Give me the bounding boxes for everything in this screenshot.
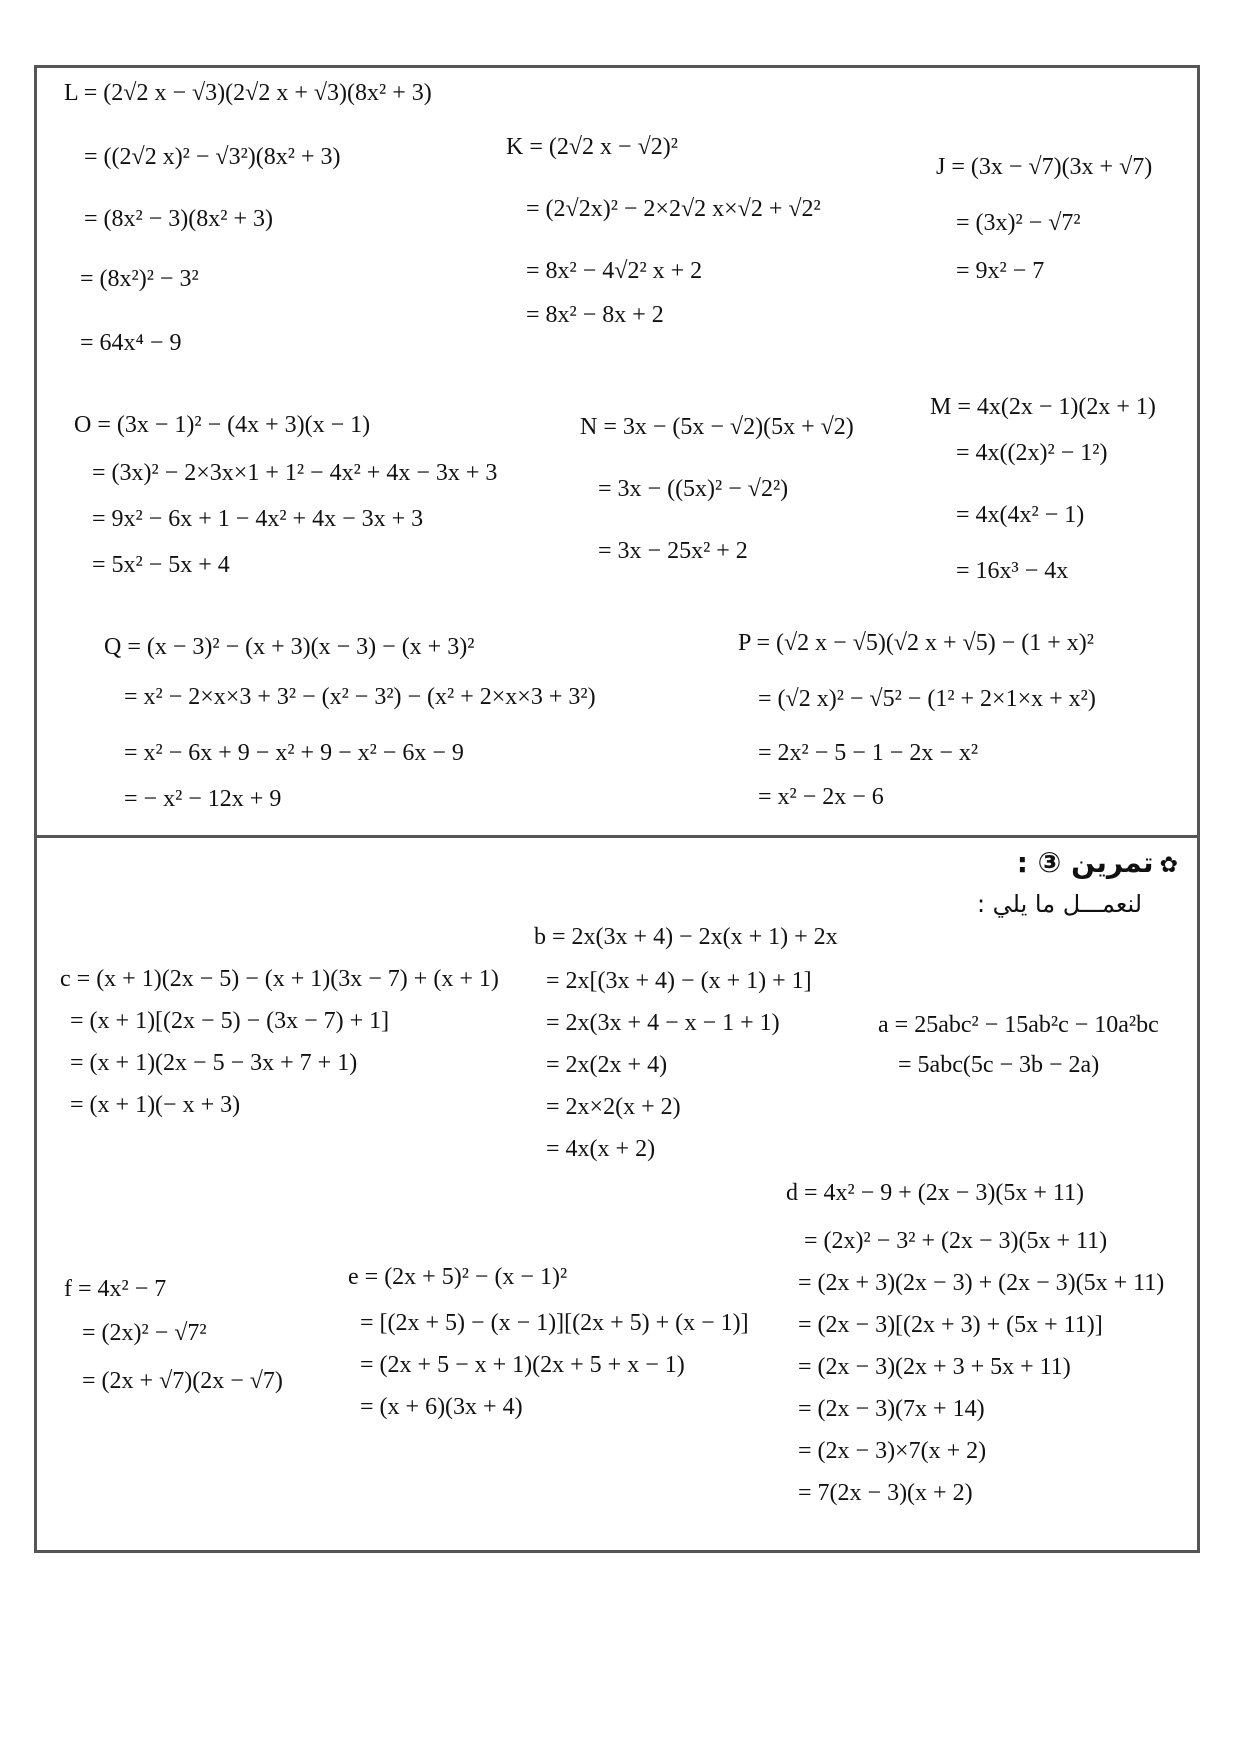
expr-line: b = 2x(3x + 4) − 2x(x + 1) + 2x	[534, 924, 838, 950]
expr-line: c = (x + 1)(2x − 5) − (x + 1)(3x − 7) + (x + 1)	[60, 966, 499, 992]
expr-line: = (2x − 3)(2x + 3 + 5x + 11)	[798, 1354, 1071, 1380]
instruction-text: لنعمـــل ما يلي :	[976, 890, 1142, 918]
expr-line: = ((2√2 x)² − √3²)(8x² + 3)	[84, 144, 341, 170]
expr-line: = 5x² − 5x + 4	[92, 552, 230, 578]
expr-line: = 9x² − 7	[956, 258, 1045, 284]
expr-line: = (x + 6)(3x + 4)	[360, 1394, 523, 1420]
expr-line: = (2x + 5 − x + 1)(2x + 5 + x − 1)	[360, 1352, 685, 1378]
expr-line: = (2x + √7)(2x − √7)	[82, 1368, 283, 1394]
expr-line: = (2√2x)² − 2×2√2 x×√2 + √2²	[526, 196, 821, 222]
expr-line: = x² − 2×x×3 + 3² − (x² − 3²) − (x² + 2×x×3 + 3²)	[124, 684, 596, 710]
expr-line: = (2x)² − √7²	[82, 1320, 207, 1346]
expr-line: = − x² − 12x + 9	[124, 786, 282, 812]
expr-line: = 9x² − 6x + 1 − 4x² + 4x − 3x + 3	[92, 506, 424, 532]
expr-line: K = (2√2 x − √2)²	[506, 134, 678, 160]
expr-line: e = (2x + 5)² − (x − 1)²	[348, 1264, 568, 1290]
expr-line: = 4x((2x)² − 1²)	[956, 440, 1108, 466]
expr-line: = 8x² − 8x + 2	[526, 302, 664, 328]
expr-line: = 3x − 25x² + 2	[598, 538, 748, 564]
expr-line: = (2x + 3)(2x − 3) + (2x − 3)(5x + 11)	[798, 1270, 1165, 1296]
section-divider	[34, 835, 1200, 838]
expr-line: = 4x(x + 2)	[546, 1136, 656, 1162]
exercise-title: تمرين ③ :	[1016, 846, 1154, 879]
expr-line: L = (2√2 x − √3)(2√2 x + √3)(8x² + 3)	[64, 80, 432, 106]
expr-line: N = 3x − (5x − √2)(5x + √2)	[580, 414, 854, 440]
expr-line: = (√2 x)² − √5² − (1² + 2×1×x + x²)	[758, 686, 1096, 712]
expr-line: = 3x − ((5x)² − √2²)	[598, 476, 789, 502]
expr-line: = 4x(4x² − 1)	[956, 502, 1085, 528]
expr-line: = 2x² − 5 − 1 − 2x − x²	[758, 740, 979, 766]
expr-line: = 2x(3x + 4 − x − 1 + 1)	[546, 1010, 780, 1036]
expr-line: = (2x)² − 3² + (2x − 3)(5x + 11)	[804, 1228, 1108, 1254]
expr-line: = (x + 1)[(2x − 5) − (3x − 7) + 1]	[70, 1008, 390, 1034]
expr-line: = (x + 1)(2x − 5 − 3x + 7 + 1)	[70, 1050, 358, 1076]
expr-line: = (8x²)² − 3²	[80, 266, 199, 292]
expr-line: Q = (x − 3)² − (x + 3)(x − 3) − (x + 3)²	[104, 634, 475, 660]
expr-line: = 2x×2(x + 2)	[546, 1094, 681, 1120]
flower-icon: ✿	[1159, 853, 1178, 878]
exercise-header	[1017, 846, 1178, 879]
expr-line: J = (3x − √7)(3x + √7)	[936, 154, 1153, 180]
expr-line: = 2x[(3x + 4) − (x + 1) + 1]	[546, 968, 812, 994]
expr-line: P = (√2 x − √5)(√2 x + √5) − (1 + x)²	[738, 630, 1094, 656]
expr-line: = (3x)² − 2×3x×1 + 1² − 4x² + 4x − 3x + 3	[92, 460, 498, 486]
expr-line: = (8x² − 3)(8x² + 3)	[84, 206, 273, 232]
expr-line: = 8x² − 4√2² x + 2	[526, 258, 703, 284]
expr-line: = (3x)² − √7²	[956, 210, 1081, 236]
expr-line: = (2x − 3)[(2x + 3) + (5x + 11)]	[798, 1312, 1103, 1338]
expr-line: = (2x − 3)×7(x + 2)	[798, 1438, 987, 1464]
expr-line: = (x + 1)(− x + 3)	[70, 1092, 241, 1118]
expr-line: = 16x³ − 4x	[956, 558, 1069, 584]
expr-line: f = 4x² − 7	[64, 1276, 167, 1302]
expr-line: = 7(2x − 3)(x + 2)	[798, 1480, 973, 1506]
expr-line: = 64x⁴ − 9	[80, 330, 182, 356]
expr-line: O = (3x − 1)² − (4x + 3)(x − 1)	[74, 412, 371, 438]
expr-line: = x² − 6x + 9 − x² + 9 − x² − 6x − 9	[124, 740, 464, 766]
expr-line: M = 4x(2x − 1)(2x + 1)	[930, 394, 1156, 420]
expr-line: = [(2x + 5) − (x − 1)][(2x + 5) + (x − 1)]	[360, 1310, 749, 1336]
expr-line: = 5abc(5c − 3b − 2a)	[898, 1052, 1100, 1078]
expr-line: = (2x − 3)(7x + 14)	[798, 1396, 985, 1422]
expr-line: a = 25abc² − 15ab²c − 10a²bc	[878, 1012, 1159, 1038]
expr-line: d = 4x² − 9 + (2x − 3)(5x + 11)	[786, 1180, 1084, 1206]
expr-line: = x² − 2x − 6	[758, 784, 884, 810]
expr-line: = 2x(2x + 4)	[546, 1052, 668, 1078]
